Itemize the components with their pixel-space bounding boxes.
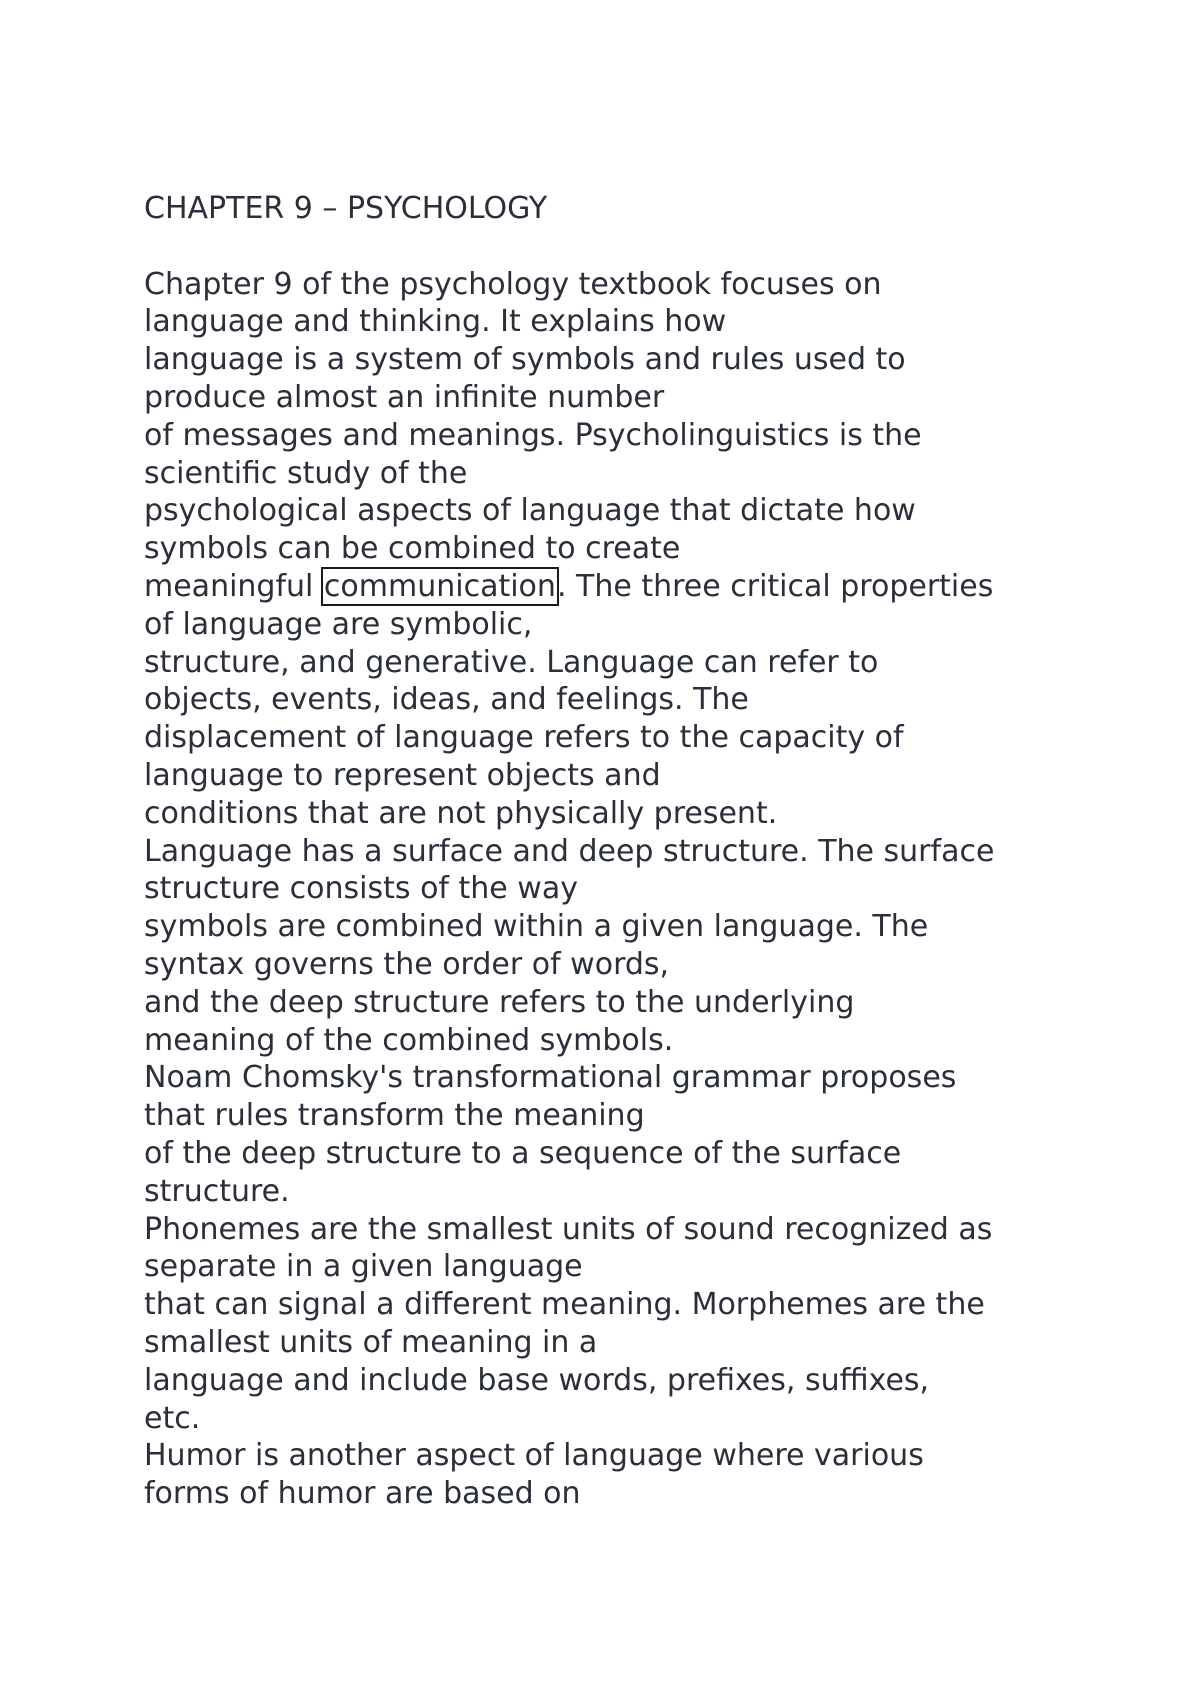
text-line-highlight xyxy=(144,568,1084,606)
text-line: of language are symbolic, xyxy=(144,606,533,642)
text-line: language and thinking. It explains how xyxy=(144,304,727,340)
text-line: conditions that are not physically present. xyxy=(144,795,778,831)
text-line: scientific study of the xyxy=(144,455,468,491)
heading-spacer xyxy=(144,228,1084,266)
highlight-after: . The three critical properties xyxy=(556,568,994,604)
text-line: that rules transform the meaning xyxy=(144,1098,645,1134)
text-line: Noam Chomsky's transformational grammar proposes xyxy=(144,1060,957,1096)
text-line: language is a system of symbols and rules used to xyxy=(144,342,906,378)
text-line: produce almost an infinite number xyxy=(144,379,665,415)
text-line: symbols are combined within a given language. The xyxy=(144,909,929,945)
text-line: smallest units of meaning in a xyxy=(144,1324,598,1360)
text-line: structure, and generative. Language can refer to xyxy=(144,644,879,680)
text-line: structure. xyxy=(144,1173,290,1209)
text-line: Humor is another aspect of language where various xyxy=(144,1438,924,1474)
highlight-before: meaningful xyxy=(144,568,323,604)
boxed-word[interactable]: communication xyxy=(323,568,556,604)
text-line: that can signal a different meaning. Morphemes are the xyxy=(144,1287,985,1323)
text-line: psychological aspects of language that dictate how xyxy=(144,493,916,529)
text-line: objects, events, ideas, and feelings. The xyxy=(144,682,749,718)
text-line: syntax governs the order of words, xyxy=(144,946,670,982)
text-line: Phonemes are the smallest units of sound recognized as xyxy=(144,1211,993,1247)
chapter-heading: CHAPTER 9 – PSYCHOLOGY xyxy=(144,191,548,226)
text-line: displacement of language refers to the capacity of xyxy=(144,720,904,756)
text-line: meaning of the combined symbols. xyxy=(144,1022,674,1058)
text-line: Chapter 9 of the psychology textbook focuses on xyxy=(144,266,882,302)
text-line: Language has a surface and deep structure. The surface xyxy=(144,833,995,869)
text-line: language and include base words, prefixes, suffixes, xyxy=(144,1362,930,1398)
text-line: structure consists of the way xyxy=(144,871,578,907)
text-line: language to represent objects and xyxy=(144,757,661,793)
text-line: symbols can be combined to create xyxy=(144,531,681,567)
text-line: etc. xyxy=(144,1400,201,1436)
text-line: separate in a given language xyxy=(144,1249,583,1285)
text-line: forms of humor are based on xyxy=(144,1476,581,1512)
text-line: and the deep structure refers to the underlying xyxy=(144,984,855,1020)
text-line: of the deep structure to a sequence of the surface xyxy=(144,1135,902,1171)
document-body xyxy=(144,190,1084,1513)
text-line: of messages and meanings. Psycholinguistics is the xyxy=(144,417,922,453)
